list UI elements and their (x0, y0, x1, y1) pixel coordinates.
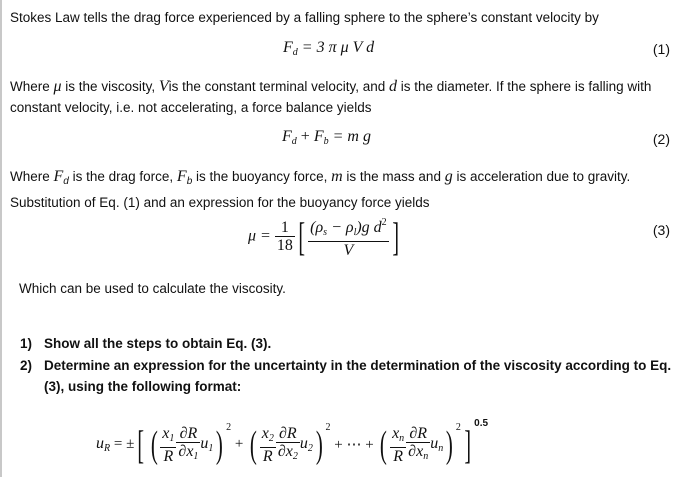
para2-v-symbol: V (158, 78, 169, 95)
eq2-buoyancy-subscript: b (323, 136, 329, 147)
eq4-t2-xs: 2 (268, 432, 274, 444)
eq4-t1-us: 1 (208, 443, 214, 455)
eq4-t2-u: u (299, 435, 308, 453)
eq4-t1-dxs: 1 (193, 450, 199, 462)
eq3-numerator (308, 214, 389, 242)
para3-fd-symbol: F (53, 168, 64, 185)
eq4-term2-frac1 (260, 425, 276, 465)
page-left-border (0, 0, 2, 477)
para3-fd-subscript: d (63, 176, 69, 187)
eq1-rhs: = 3 π μ V d (301, 39, 375, 56)
eq4-term3-rparen: ) (446, 423, 453, 466)
eq4-t2-pow: 2 (325, 422, 331, 433)
para2-text-2: is the viscosity, (61, 79, 159, 94)
eq3-main-fraction (308, 214, 389, 259)
equation-2-number: (2) (652, 131, 670, 147)
question-2 (20, 355, 680, 397)
para3-g-symbol: g (444, 168, 453, 185)
eq2-drag-subscript: d (291, 136, 297, 147)
eq3-gd: )g d (356, 219, 382, 236)
eq4-left-bracket: [ (137, 421, 145, 467)
eq4-term3-frac2 (406, 425, 430, 465)
eq3-coef-denominator: 18 (276, 237, 293, 254)
eq4-t3-dR: ∂R (406, 425, 430, 443)
para3-text-1: Where (10, 169, 54, 184)
paragraph-3 (10, 166, 690, 213)
question-1-text: Show all the steps to obtain Eq. (3). (44, 336, 272, 351)
para2-d-symbol: d (388, 78, 397, 95)
eq4-t1-u: u (200, 435, 209, 453)
eq4-t2-dx: ∂x (277, 442, 293, 460)
eq4-t2-dR: ∂R (276, 425, 300, 443)
para2-text-1: Where (10, 79, 54, 94)
eq4-t3-pow: 2 (455, 422, 461, 433)
eq4-term3-lparen: ( (380, 423, 388, 466)
eq1-force-subscript: d (292, 47, 298, 58)
para3-text-4: is the mass and (342, 169, 445, 184)
para2-mu-symbol: μ (53, 78, 62, 95)
eq4-equals-pm: = ± (110, 436, 135, 453)
eq4-t1-R: R (163, 447, 174, 465)
eq4-term1-rparen: ) (216, 423, 224, 466)
eq4-u: u (96, 435, 104, 453)
eq2-rhs: = m g (328, 128, 371, 145)
question-1-number: 1) (20, 336, 33, 351)
equation-1-number: (1) (652, 41, 670, 57)
equation-1 (283, 39, 374, 58)
eq4-t1-pow: 2 (226, 422, 232, 433)
question-2-text: Determine an expression for the uncertainty in the determination of the viscosity according to Eq. (3), using the following format: (44, 358, 672, 394)
eq4-t2-R: R (262, 447, 273, 465)
para2-text-4: is the diameter. If the sphere is falling with constant velocity, i.e. not accelerating, a force balance yields (10, 79, 652, 115)
eq4-term1-frac2 (176, 425, 200, 465)
eq4-term1-lparen: ( (150, 423, 158, 466)
eq3-denominator: V (343, 242, 354, 259)
para3-text-5: is acceleration due to gravity. Substitution of Eq. (1) and an expression for the buoyancy force yields (10, 169, 631, 210)
eq4-t1-dx: ∂x (178, 442, 194, 460)
eq4-t2-x: x (261, 424, 269, 442)
eq4-t3-dx: ∂x (408, 442, 424, 460)
eq3-square: 2 (381, 217, 387, 228)
eq4-term2-lparen: ( (249, 423, 257, 466)
eq4-term1-frac1 (160, 425, 176, 465)
para3-text-2: is the drag force, (68, 169, 177, 184)
eq4-t3-xs: n (399, 432, 405, 444)
para3-fb-subscript: b (186, 176, 193, 187)
eq2-buoyancy-force: F (313, 128, 324, 145)
eq3-coef-numerator: 1 (275, 219, 295, 237)
eq4-t3-u: u (430, 435, 439, 453)
question-2-number: 2) (20, 358, 33, 373)
equation-3-number: (3) (652, 222, 670, 238)
eq3-lhs: μ = (248, 227, 271, 245)
eq1-force: F (283, 39, 293, 56)
para2-text-3: is the constant terminal velocity, and (168, 79, 389, 94)
eq4-u-sub: R (104, 443, 111, 455)
eq3-rho-s: (ρ (310, 219, 324, 236)
para3-fb-symbol: F (176, 168, 187, 185)
equation-3 (248, 214, 402, 259)
eq4-t1-xs: 1 (169, 432, 175, 444)
eq4-term3-frac1 (390, 425, 406, 465)
intro-paragraph: Stokes Law tells the drag force experienced by a falling sphere to the sphere’s constant velocity by (10, 10, 599, 25)
eq3-coefficient (275, 219, 295, 254)
eq3-right-bracket: ] (392, 213, 399, 259)
eq4-term2-frac2 (276, 425, 300, 465)
eq2-drag-force: F (282, 128, 292, 145)
equation-4 (96, 418, 488, 465)
paragraph-2 (10, 76, 690, 118)
eq2-plus: + (296, 128, 314, 145)
equation-2 (282, 128, 371, 147)
eq4-plus: + (231, 436, 248, 453)
eq4-lhs (96, 435, 111, 455)
eq4-outer-power: 0.5 (474, 418, 489, 429)
eq4-t3-R: R (393, 447, 403, 465)
eq3-rho-l: − ρ (327, 219, 354, 236)
para3-m-symbol: m (331, 168, 343, 185)
eq4-term2-rparen: ) (315, 423, 323, 466)
eq4-t3-us: n (438, 443, 444, 455)
eq4-t2-us: 2 (307, 443, 313, 455)
paragraph-4: Which can be used to calculate the viscosity. (19, 281, 286, 296)
eq4-t3-x: x (392, 424, 400, 442)
eq4-t1-dR: ∂R (176, 425, 200, 443)
eq3-left-bracket: [ (298, 213, 305, 259)
eq3-sub-l: l (353, 227, 357, 238)
eq4-t1-x: x (162, 424, 170, 442)
para3-text-3: is the buoyancy force, (192, 169, 332, 184)
question-1 (20, 333, 680, 354)
eq4-dots: + ⋯ + (330, 437, 378, 454)
eq3-sub-s: s (323, 227, 328, 238)
eq4-right-bracket: ] (464, 421, 471, 467)
eq4-t2-dxs: 2 (292, 450, 298, 462)
eq4-t3-dxs: n (423, 450, 429, 462)
